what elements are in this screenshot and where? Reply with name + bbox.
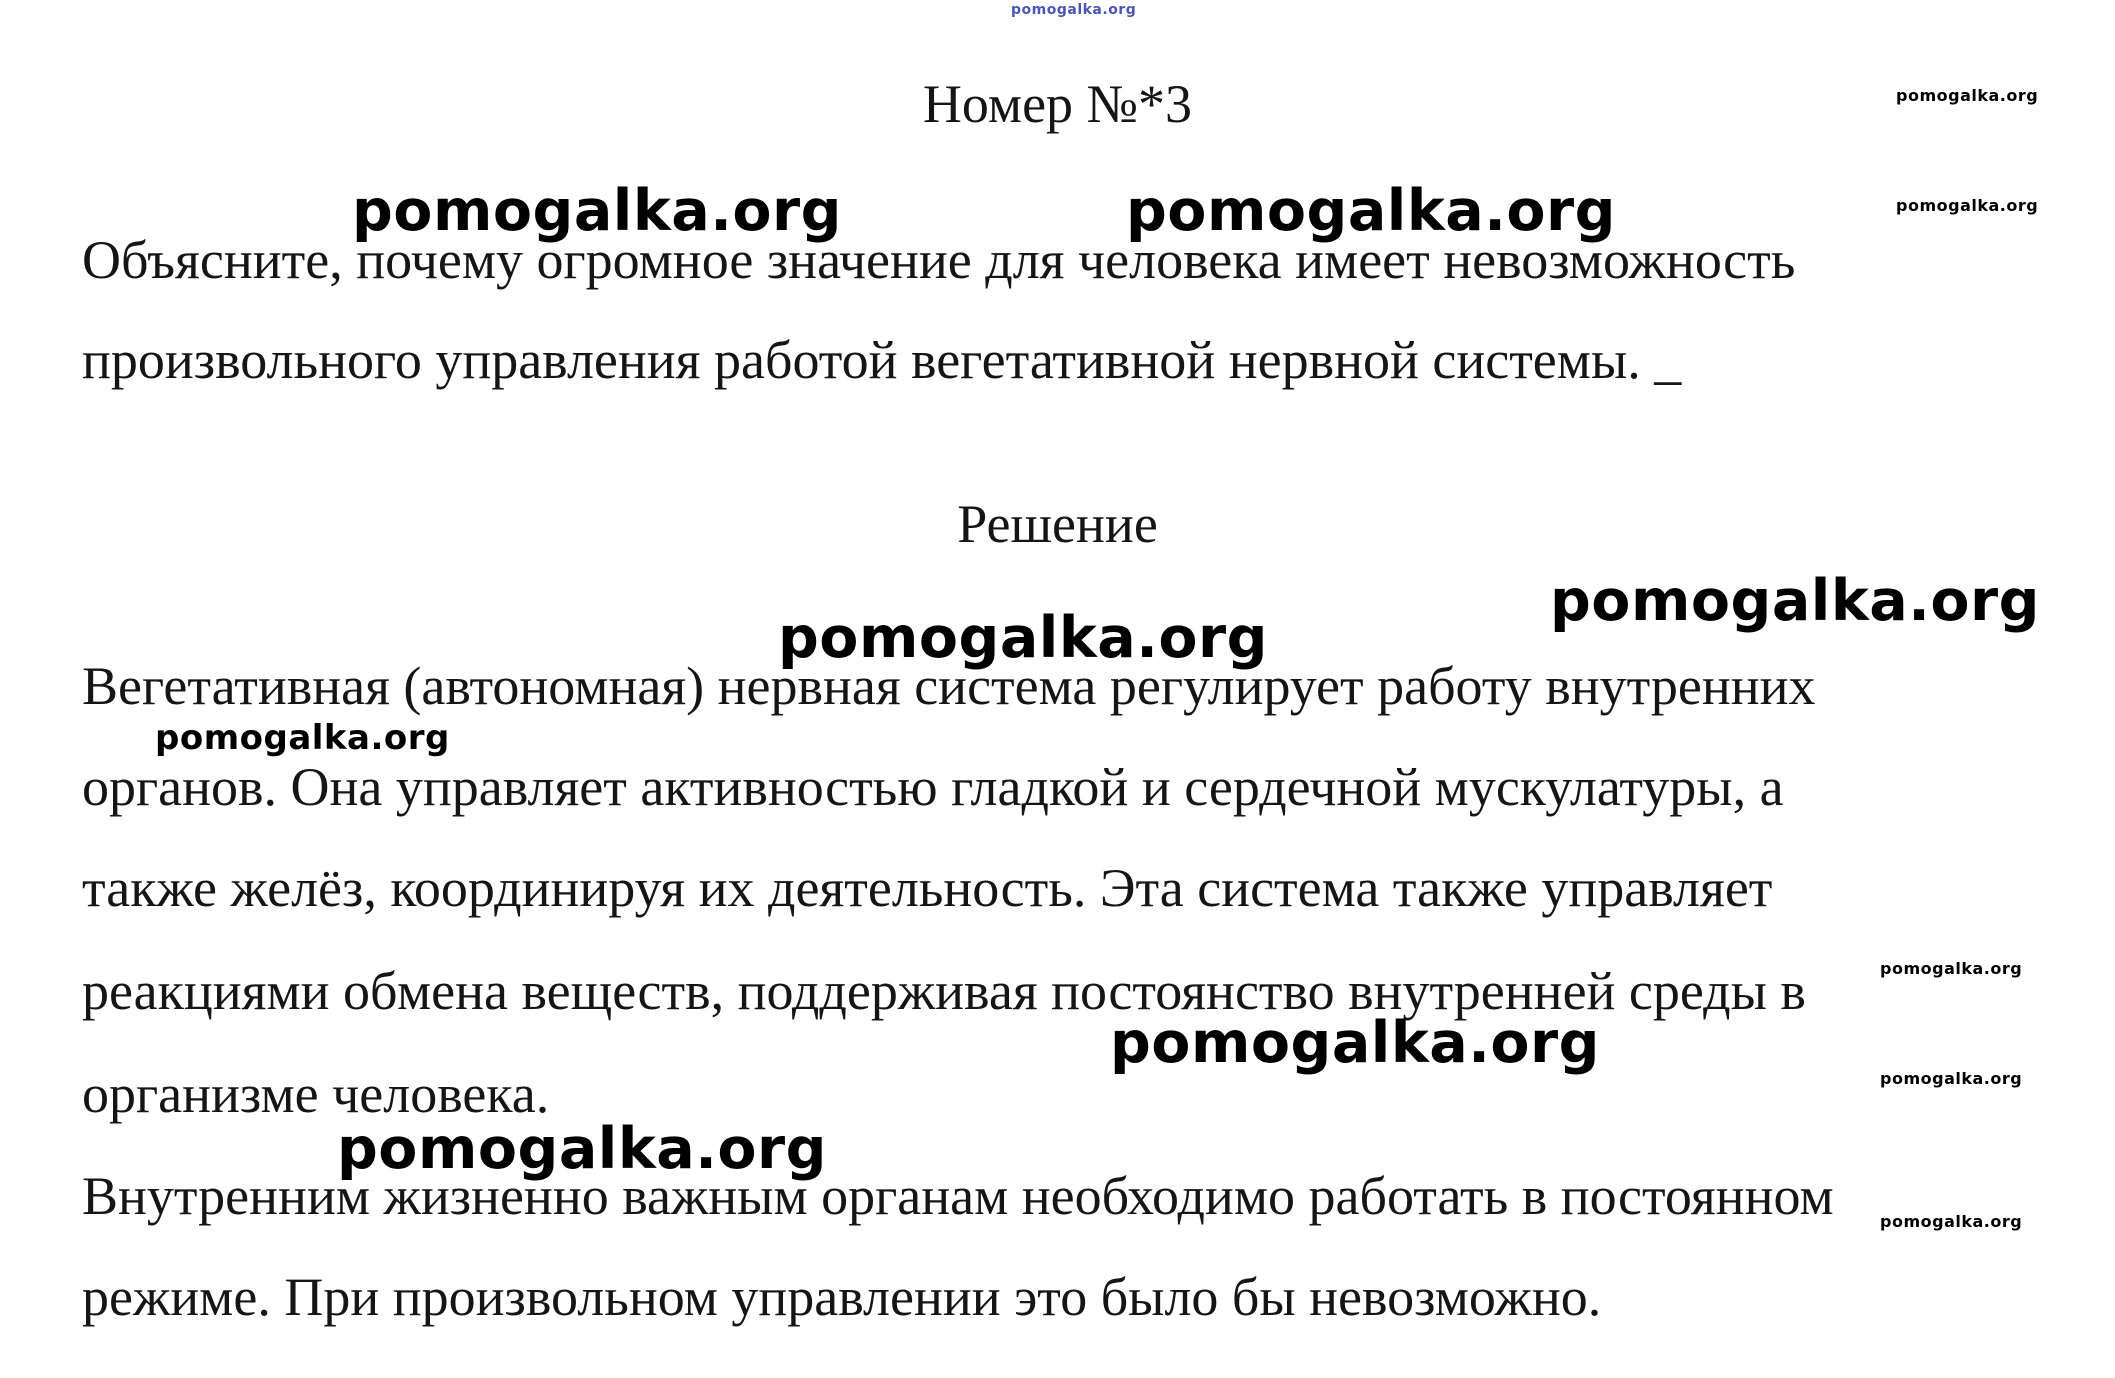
task-title: Номер №*3 — [922, 74, 1193, 134]
question-line-1: Объясните, почему огромное значение для человека имеет невозможность — [82, 230, 1796, 290]
solution-line-5: организме человека. — [82, 1064, 550, 1124]
solution-heading: Решение — [957, 494, 1158, 554]
watermark: pomogalka.org — [1126, 178, 1616, 244]
watermark: pomogalka.org — [1110, 1010, 1600, 1076]
solution-line-4: реакциями обмена веществ, поддерживая постоянство внутренней среды в — [82, 961, 1806, 1021]
solution-line-2: органов. Она управляет активностью гладкой и сердечной мускулатуры, а — [82, 757, 1784, 817]
watermark: pomogalka.org — [1880, 1069, 2023, 1088]
solution-line-1: Вегетативная (автономная) нервная система регулирует работу внутренних — [82, 656, 1816, 716]
watermark: pomogalka.org — [155, 718, 450, 758]
watermark: pomogalka.org — [1550, 568, 2040, 634]
watermark: pomogalka.org — [778, 605, 1268, 671]
solution-line-6: Внутренним жизненно важным органам необходимо работать в постоянном — [82, 1166, 1834, 1226]
solution-line-7: режиме. При произвольном управлении это было бы невозможно. — [82, 1267, 1602, 1327]
watermark: pomogalka.org — [352, 178, 842, 244]
question-line-2: произвольного управления работой вегетативной нервной системы. _ — [82, 330, 1682, 390]
watermark: pomogalka.org — [1880, 1212, 2023, 1231]
top-watermark: pomogalka.org — [1011, 2, 1137, 18]
watermark: pomogalka.org — [1896, 196, 2039, 215]
watermark: pomogalka.org — [337, 1116, 827, 1182]
watermark: pomogalka.org — [1880, 959, 2023, 978]
solution-line-3: также желёз, координируя их деятельность. Эта система также управляет — [82, 858, 1773, 918]
watermark: pomogalka.org — [1896, 86, 2039, 105]
